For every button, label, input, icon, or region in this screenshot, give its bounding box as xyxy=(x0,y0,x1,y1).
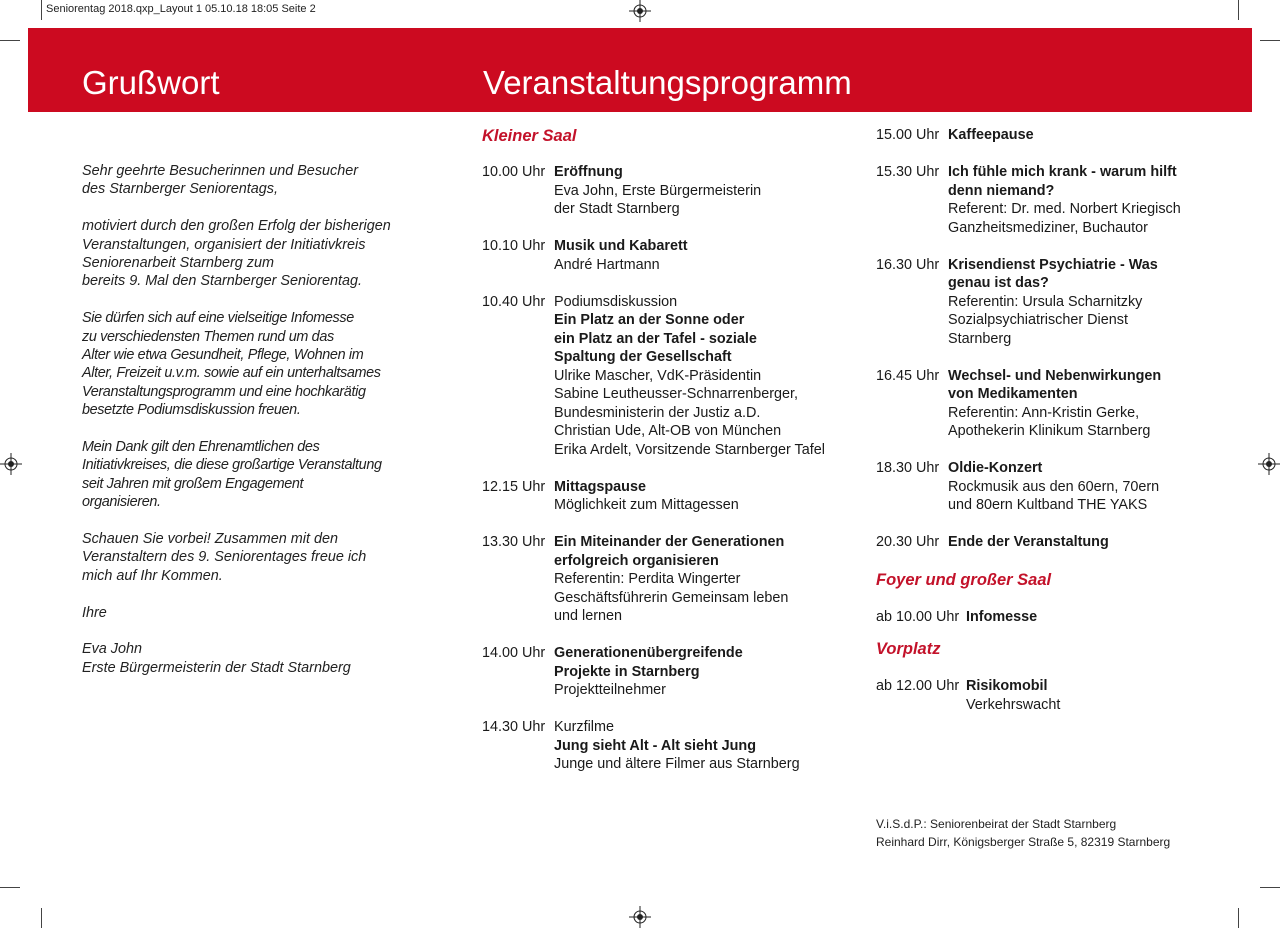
venue-heading: Foyer und großer Saal xyxy=(876,571,1052,589)
schedule-entry xyxy=(876,256,1226,349)
imprint xyxy=(876,816,1170,851)
event-time: 13.30 Uhr xyxy=(482,534,546,550)
program-kleiner-saal xyxy=(482,126,842,792)
event-title: Mittagspause xyxy=(554,478,646,495)
event-title: Kaffeepause xyxy=(948,127,1034,143)
event-type: Podiumsdiskussion xyxy=(554,293,678,310)
greeting-title: Grußwort xyxy=(82,64,220,101)
event-title: Ich fühle mich krank - warum hilft xyxy=(948,164,1177,180)
event-detail: Junge und ältere Filmer aus Starnberg xyxy=(554,756,800,772)
event-time: 15.00 Uhr xyxy=(876,127,940,143)
event-time: ab 12.00 Uhr xyxy=(876,678,960,694)
event-detail: Sozialpsychiatrischer Dienst xyxy=(948,312,1128,328)
greeting-text xyxy=(82,162,412,696)
venue-heading: Kleiner Saal xyxy=(482,127,577,145)
event-detail: Verkehrswacht xyxy=(966,696,1061,713)
imprint-line: V.i.S.d.P.: Seniorenbeirat der Stadt Starnberg xyxy=(876,817,1117,831)
registration-mark-icon xyxy=(1258,453,1280,475)
crop-mark xyxy=(0,887,20,888)
schedule-entry xyxy=(482,718,842,774)
event-title: von Medikamenten xyxy=(948,386,1078,402)
event-time: 10.10 Uhr xyxy=(482,238,546,254)
event-list xyxy=(876,677,1226,714)
event-title: Jung sieht Alt - Alt sieht Jung xyxy=(554,737,757,754)
crop-mark xyxy=(0,40,20,41)
program-title: Veranstaltungsprogramm xyxy=(483,64,852,101)
event-time: 20.30 Uhr xyxy=(876,534,940,550)
greeting-paragraph: Sie dürfen sich auf eine vielseitige Infomesse zu verschiedensten Themen rund um das Alter wie etwa Gesundheit, Pflege, Wohnen im Alter, Freizeit u.v.m. sowie auf ein unterhaltsames Veranstaltungsprogramm und eine hochkarätig besetzte Podiumsdiskussion freuen. xyxy=(82,310,381,419)
schedule-entry xyxy=(876,163,1226,237)
event-detail: Bundesministerin der Justiz a.D. xyxy=(554,404,761,421)
event-list xyxy=(482,163,842,774)
event-time: 15.30 Uhr xyxy=(876,164,940,180)
event-list xyxy=(876,126,1226,552)
event-detail: der Stadt Starnberg xyxy=(554,201,680,217)
event-time: 12.15 Uhr xyxy=(482,478,546,495)
greeting-paragraph: Mein Dank gilt den Ehrenamtlichen des Initiativkreises, die diese großartige Veranstaltung seit Jahren mit großem Engagement organisieren. xyxy=(82,439,382,511)
schedule-entry xyxy=(482,644,842,700)
event-title: Infomesse xyxy=(966,609,1038,625)
imprint-line: Reinhard Dirr, Königsberger Straße 5, 82319 Starnberg xyxy=(876,834,1171,849)
crop-mark xyxy=(1238,908,1239,928)
greeting-paragraph: Eva John Erste Bürgermeisterin der Stadt Starnberg xyxy=(82,641,351,676)
event-time: 16.45 Uhr xyxy=(876,367,940,384)
schedule-entry xyxy=(876,677,1226,714)
event-title: Projekte in Starnberg xyxy=(554,663,700,680)
event-detail: Referentin: Perdita Wingerter xyxy=(554,571,741,587)
schedule-entry xyxy=(876,126,1226,145)
registration-mark-icon xyxy=(629,0,651,22)
schedule-entry xyxy=(482,293,842,460)
event-detail: Projektteilnehmer xyxy=(554,682,666,698)
event-title: ein Platz an der Tafel - soziale xyxy=(554,330,757,347)
event-title: erfolgreich organisieren xyxy=(554,552,719,569)
crop-mark xyxy=(1260,40,1280,41)
event-detail: und lernen xyxy=(554,608,623,624)
greeting-paragraph: Ihre xyxy=(82,604,107,621)
crop-mark xyxy=(1238,0,1239,20)
event-detail: Referent: Dr. med. Norbert Kriegisch xyxy=(948,201,1181,217)
event-detail: Eva John, Erste Bürgermeisterin xyxy=(554,182,762,199)
event-title: Generationenübergreifende xyxy=(554,645,743,661)
crop-mark xyxy=(41,0,42,20)
event-detail: Apothekerin Klinikum Starnberg xyxy=(948,423,1151,439)
greeting-paragraph: Sehr geehrte Besucherinnen und Besucher des Starnberger Seniorentags, xyxy=(82,163,359,198)
event-type: Kurzfilme xyxy=(554,719,614,735)
event-title: Eröffnung xyxy=(554,164,623,180)
schedule-entry xyxy=(482,533,842,626)
event-title: Oldie-Konzert xyxy=(948,460,1043,476)
event-title: Spaltung der Gesellschaft xyxy=(554,349,732,365)
event-time: 18.30 Uhr xyxy=(876,460,940,476)
event-time: 14.30 Uhr xyxy=(482,719,546,735)
event-detail: Sabine Leutheusser-Schnarrenberger, xyxy=(554,386,799,402)
event-detail: Referentin: Ursula Scharnitzky xyxy=(948,293,1143,310)
schedule-entry xyxy=(876,533,1226,552)
event-title: Ein Platz an der Sonne oder xyxy=(554,312,745,328)
event-title: Musik und Kabarett xyxy=(554,238,688,254)
event-detail: Christian Ude, Alt-OB von München xyxy=(554,423,782,439)
event-time: 10.00 Uhr xyxy=(482,164,546,180)
greeting-paragraph: Schauen Sie vorbei! Zusammen mit den Veranstaltern des 9. Seniorentages freue ich mich auf Ihr Kommen. xyxy=(82,531,367,584)
print-slug: Seniorentag 2018.qxp_Layout 1 05.10.18 18:05 Seite 2 xyxy=(46,3,316,15)
event-time: 16.30 Uhr xyxy=(876,256,940,273)
event-title: denn niemand? xyxy=(948,182,1055,199)
program-afternoon xyxy=(876,126,1226,733)
schedule-entry xyxy=(876,459,1226,515)
schedule-entry xyxy=(482,163,842,219)
schedule-entry xyxy=(876,608,1226,627)
event-list xyxy=(876,608,1226,627)
event-title: genau ist das? xyxy=(948,275,1049,291)
schedule-entry xyxy=(876,367,1226,441)
crop-mark xyxy=(1260,887,1280,888)
event-detail: Ganzheitsmediziner, Buchautor xyxy=(948,219,1148,236)
registration-mark-icon xyxy=(0,453,22,475)
schedule-entry xyxy=(482,237,842,274)
event-title: Ein Miteinander der Generationen xyxy=(554,534,785,550)
schedule-entry xyxy=(482,478,842,515)
event-detail: und 80ern Kultband THE YAKS xyxy=(948,497,1148,513)
event-detail: Geschäftsführerin Gemeinsam leben xyxy=(554,589,789,606)
event-title: Wechsel- und Nebenwirkungen xyxy=(948,367,1162,384)
registration-mark-icon xyxy=(629,906,651,928)
event-time: 14.00 Uhr xyxy=(482,645,546,661)
event-detail: Ulrike Mascher, VdK-Präsidentin xyxy=(554,367,762,384)
event-detail: Rockmusik aus den 60ern, 70ern xyxy=(948,478,1160,495)
event-title: Risikomobil xyxy=(966,678,1048,694)
crop-mark xyxy=(41,908,42,928)
event-detail: Starnberg xyxy=(948,330,1012,347)
event-time: 10.40 Uhr xyxy=(482,293,546,310)
event-detail: André Hartmann xyxy=(554,256,660,273)
event-detail: Erika Ardelt, Vorsitzende Starnberger Tafel xyxy=(554,441,825,458)
event-detail: Möglichkeit zum Mittagessen xyxy=(554,497,739,513)
greeting-paragraph: motiviert durch den großen Erfolg der bisherigen Veranstaltungen, organisiert der Initiativkreis Seniorenarbeit Starnberg zum bereits 9. Mal den Starnberger Seniorentag. xyxy=(82,218,391,290)
venue-heading: Vorplatz xyxy=(876,640,941,658)
event-title: Ende der Veranstaltung xyxy=(948,534,1109,550)
event-detail: Referentin: Ann-Kristin Gerke, xyxy=(948,404,1140,421)
event-time: ab 10.00 Uhr xyxy=(876,609,960,625)
event-title: Krisendienst Psychiatrie - Was xyxy=(948,256,1158,273)
